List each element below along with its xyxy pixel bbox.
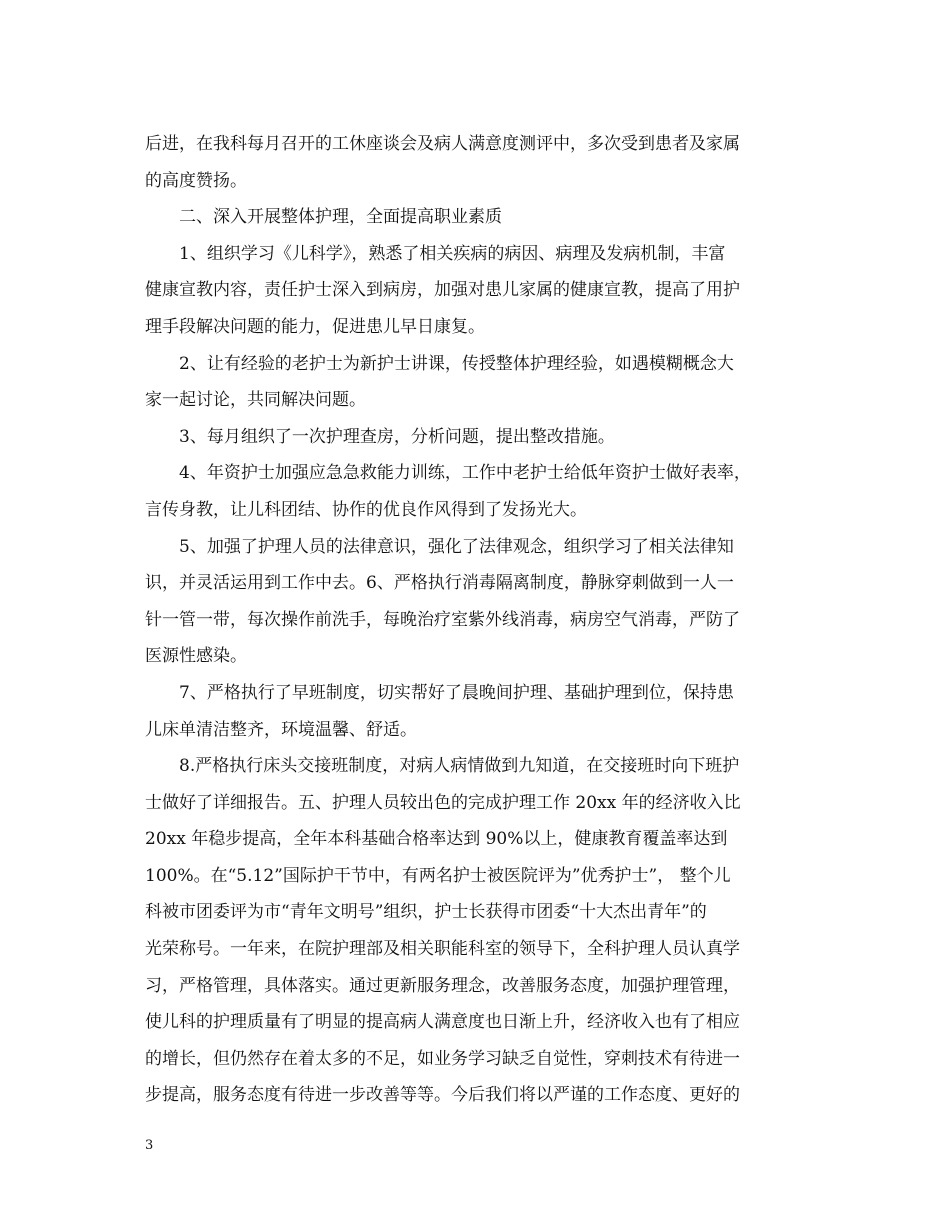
text-line: 识，并灵活运用到工作中去。6、严格执行消毒隔离制度，静脉穿刺做到一人一 bbox=[145, 573, 734, 594]
text-line: 20xx 年稳步提高，全年本科基础合格率达到 90%以上，健康教育覆盖率达到 bbox=[145, 829, 728, 850]
page-number: 3 bbox=[145, 1138, 154, 1153]
text-line: 士做好了详细报告。五、护理人员较出色的完成护理工作 20xx 年的经济收入比 bbox=[145, 792, 741, 813]
text-line: 家一起讨论，共同解决问题。 bbox=[145, 390, 366, 411]
text-line: 1、组织学习《儿科学》，熟悉了相关疾病的病因、病理及发病机制，丰富 bbox=[179, 243, 726, 264]
text-line: 医源性感染。 bbox=[145, 646, 247, 667]
text-line: 科被市团委评为市“青年文明号”组织，护士长获得市团委“十大杰出青年”的 bbox=[145, 902, 707, 923]
text-line: 理手段解决问题的能力，促进患儿早日康复。 bbox=[145, 316, 485, 337]
text-line: 光荣称号。一年来，在院护理部及相关职能科室的领导下，全科护理人员认真学 bbox=[145, 939, 740, 960]
text-line: 5、加强了护理人员的法律意识，强化了法律观念，组织学习了相关法律知 bbox=[179, 536, 734, 557]
text-line: 4、年资护士加强应急急救能力训练，工作中老护士给低年资护士做好表率， bbox=[179, 463, 751, 484]
text-line: 7、严格执行了早班制度，切实帮好了晨晚间护理、基础护理到位，保持患 bbox=[179, 682, 734, 703]
text-line: 健康宣教内容，责任护士深入到病房，加强对患儿家属的健康宣教，提高了用护 bbox=[145, 280, 740, 301]
text-line: 儿床单清洁整齐，环境温馨、舒适。 bbox=[145, 719, 417, 740]
text-line: 言传身教，让儿科团结、协作的优良作风得到了发扬光大。 bbox=[145, 499, 587, 520]
text-line: 使儿科的护理质量有了明显的提高病人满意度也日渐上升，经济收入也有了相应 bbox=[145, 1012, 740, 1033]
text-line: 针一管一带，每次操作前洗手，每晚治疗室紫外线消毒，病房空气消毒，严防了 bbox=[145, 609, 740, 630]
text-line: 2、让有经验的老护士为新护士讲课，传授整体护理经验，如遇模糊概念大 bbox=[179, 353, 734, 374]
body-text bbox=[145, 126, 805, 1114]
text-line: 的高度赞扬。 bbox=[145, 170, 247, 191]
text-line: 二、深入开展整体护理，全面提高职业素质 bbox=[179, 207, 502, 228]
text-line: 后进，在我科每月召开的工休座谈会及病人满意度测评中，多次受到患者及家属 bbox=[145, 134, 740, 154]
text-line: 的增长，但仍然存在着太多的不足，如业务学习缺乏自觉性，穿刺技术有待进一 bbox=[145, 1048, 740, 1069]
text-line: 100%。在“5.12”国际护干节中，有两名护士被医院评为”优秀护士”， 整个儿 bbox=[145, 865, 731, 886]
text-line: 习，严格管理，具体落实。通过更新服务理念，改善服务态度，加强护理管理， bbox=[145, 975, 740, 996]
text-line: 8.严格执行床头交接班制度，对病人病情做到九知道，在交接班时向下班护 bbox=[179, 756, 740, 777]
text-line: 3、每月组织了一次护理查房，分析问题，提出整改措施。 bbox=[179, 426, 615, 447]
text-line: 步提高，服务态度有待进一步改善等等。今后我们将以严谨的工作态度、更好的 bbox=[145, 1085, 740, 1106]
